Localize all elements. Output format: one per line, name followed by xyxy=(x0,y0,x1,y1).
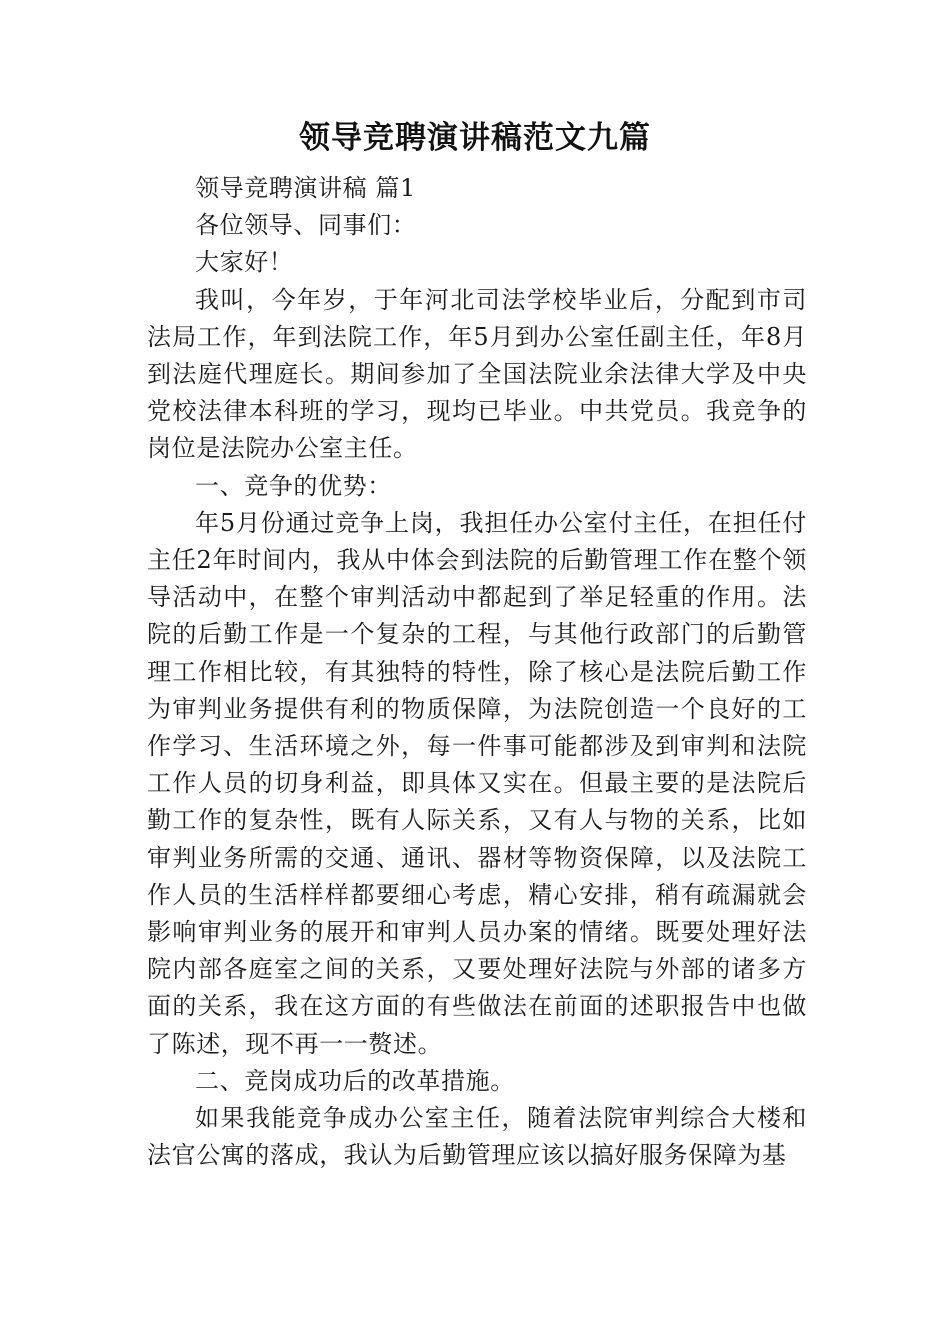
subsection-heading: 一、竞争的优势： xyxy=(195,471,392,500)
salutation: 各位领导、同事们： xyxy=(195,211,417,240)
body-paragraph: 年5月份通过竞争上岗，我担任办公室付主任，在担任付主任2年时间内，我从中体会到法院的后勤管理工作在整个领导活动中，在整个审判活动中都起到了举足轻重的作用。法院的后勤工作是一个复杂的工程，与其他行政部门的后勤管理工作相比较，有其独特的特性，除了核心是法院后勤工作为审判业务提供有利的物质保障，为法院创造一个良好的工作学习、生活环境之外，每一件事可能都涉及到审判和法院工作人员的切身利益，即具体又实在。但最主要的是法院后勤工作的复杂性，既有人际关系，又有人与物的关系，比如审判业务所需的交通、通讯、器材等物资保障，以及法院工作人员的生活样样都要细心考虑，精心安排，稍有疏漏就会影响审判业务的展开和审判人员办案的情绪。既要处理好法院内部各庭室之间的关系，又要处理好法院与外部的诸多方面的关系，我在这方面的有些做法在前面的述职报告中也做了陈述，现不再一一赘述。 xyxy=(147,508,807,1058)
body-paragraph: 如果我能竞争成办公室主任，随着法院审判综合大楼和法官公寓的落成，我认为后勤管理应该以搞好服务保障为基 xyxy=(147,1104,807,1170)
document-title: 领导竞聘演讲稿范文九篇 xyxy=(299,120,651,156)
greeting: 大家好！ xyxy=(195,248,294,277)
section-heading: 领导竞聘演讲稿 篇1 xyxy=(195,174,416,202)
subsection-heading: 二、竞岗成功后的改革措施。 xyxy=(195,1066,515,1095)
body-paragraph: 我叫，今年岁，于年河北司法学校毕业后，分配到市司法局工作，年到法院工作，年5月到办公室任副主任，年8月到法庭代理庭长。期间参加了全国法院业余法律大学及中央党校法律本科班的学习，现均已毕业。中共党员。我竞争的岗位是法院办公室主任。 xyxy=(147,285,807,463)
document-body xyxy=(147,170,807,1174)
